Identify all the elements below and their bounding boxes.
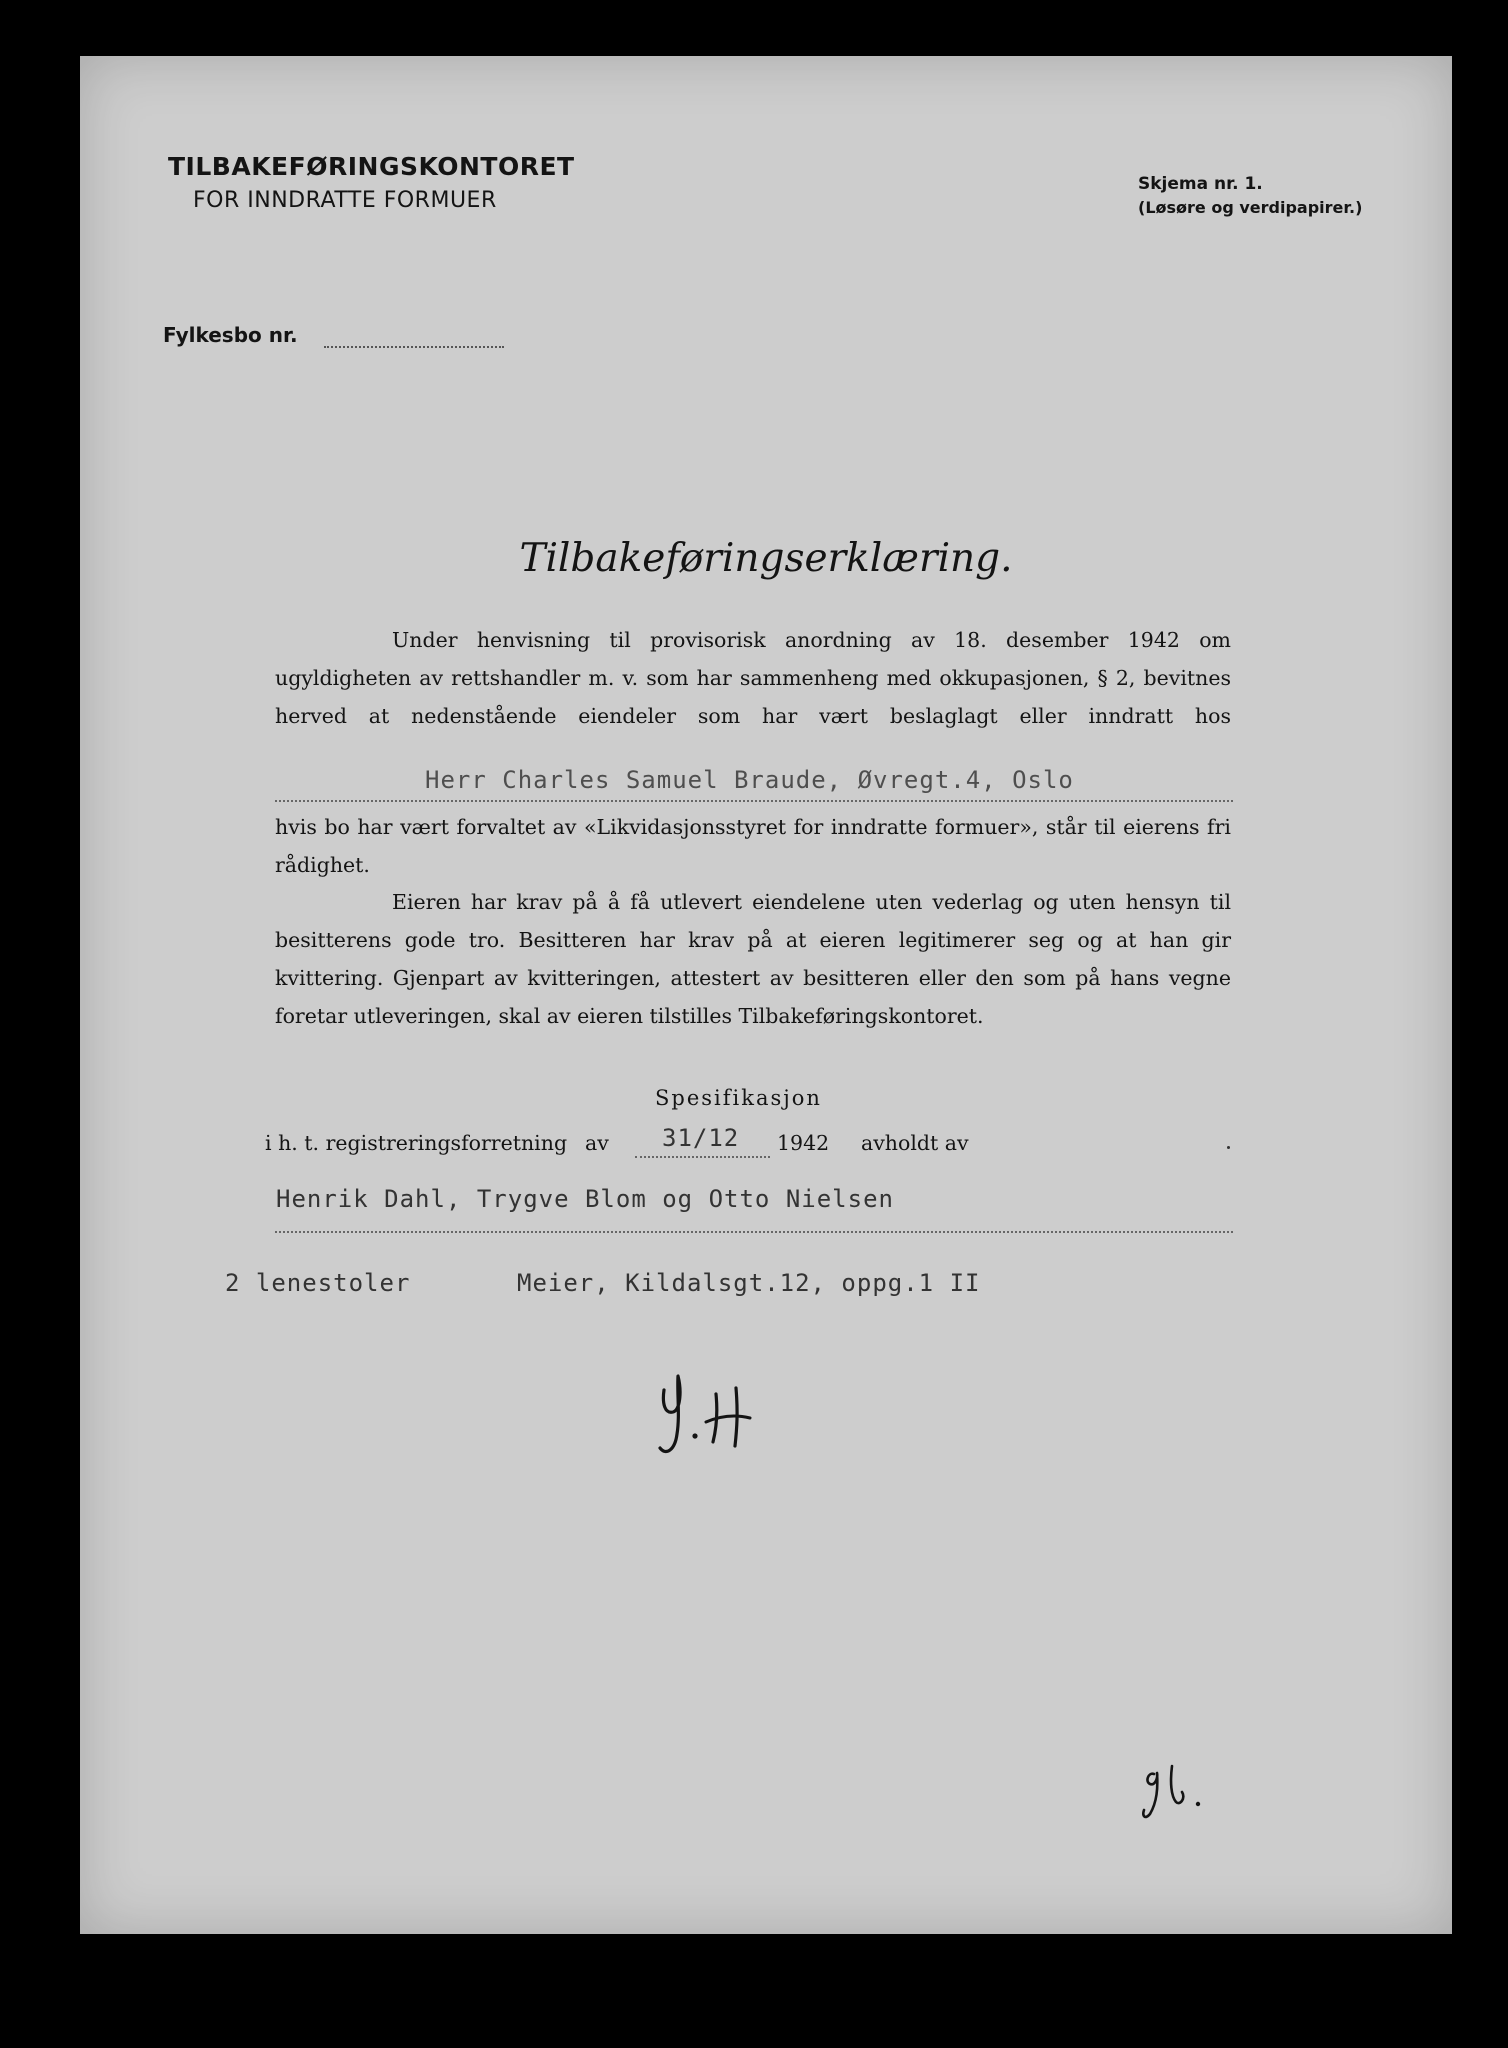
registration-date-line (635, 1156, 770, 1158)
form-type: (Løsøre og verdipapirer.) (1138, 198, 1363, 217)
registration-av-label: av (585, 1131, 609, 1155)
fylkesbo-blank-line (324, 346, 504, 348)
document-sheet (80, 56, 1452, 1934)
handwritten-initials-signature (640, 1356, 780, 1466)
specification-heading: Spesifikasjon (655, 1086, 822, 1110)
paragraph-reference-text: Under henvisning til provisorisk anordning av 18. desember 1942 om ugyldigheten av rettshandler m. v. som har sammenheng med okkupasjonen, § 2, bevitnes herved at nedenstående eiendeler som har vært beslaglagt eller inndratt hos (275, 628, 1231, 728)
owner-dotted-line (275, 800, 1233, 802)
paragraph-reference (275, 621, 1231, 735)
registration-year: 1942 (777, 1131, 830, 1155)
paragraph-conditions-text: Eieren har krav på å få utlevert eiendelene uten vederlag og uten hensyn til besitterens gode tro. Besitteren har krav på at eieren legitimerer seg og at han gir kvittering. Gjenpart av kvitteringen, attestert av besitteren eller den som på hans vegne foretar utleveringen, skal av eieren tilstilles Tilbakeføringskontoret. (275, 890, 1231, 1028)
owner-typed-entry: Herr Charles Samuel Braude, Øvregt.4, Oslo (425, 766, 1074, 794)
document-title: Tilbakeføringserklæring. (519, 536, 1013, 581)
paragraph-administration-text: hvis bo har vært forvaltet av «Likvidasjonsstyret for inndratte formuer», står til eierens fri rådighet. (275, 815, 1231, 877)
paragraph-administration (275, 808, 1231, 884)
registrars-dotted-line (275, 1231, 1233, 1233)
item-description: 2 lenestoler (225, 1269, 411, 1297)
registration-prefix: i h. t. registreringsforretning (265, 1131, 568, 1155)
organization-name: TILBAKEFØRINGSKONTORET (168, 152, 575, 181)
registration-date-typed: 31/12 (662, 1124, 740, 1152)
item-location: Meier, Kildalsgt.12, oppg.1 II (517, 1269, 981, 1297)
organization-subtitle: FOR INNDRATTE FORMUER (193, 188, 497, 213)
corner-initials-mark (1140, 1756, 1230, 1826)
form-number: Skjema nr. 1. (1138, 174, 1263, 194)
paragraph-conditions (275, 883, 1231, 1035)
registrars-typed-entry: Henrik Dahl, Trygve Blom og Otto Nielsen (276, 1185, 894, 1213)
ink-speck (1227, 1146, 1230, 1149)
fylkesbo-label: Fylkesbo nr. (163, 323, 298, 347)
held-by-label: avholdt av (861, 1131, 969, 1155)
